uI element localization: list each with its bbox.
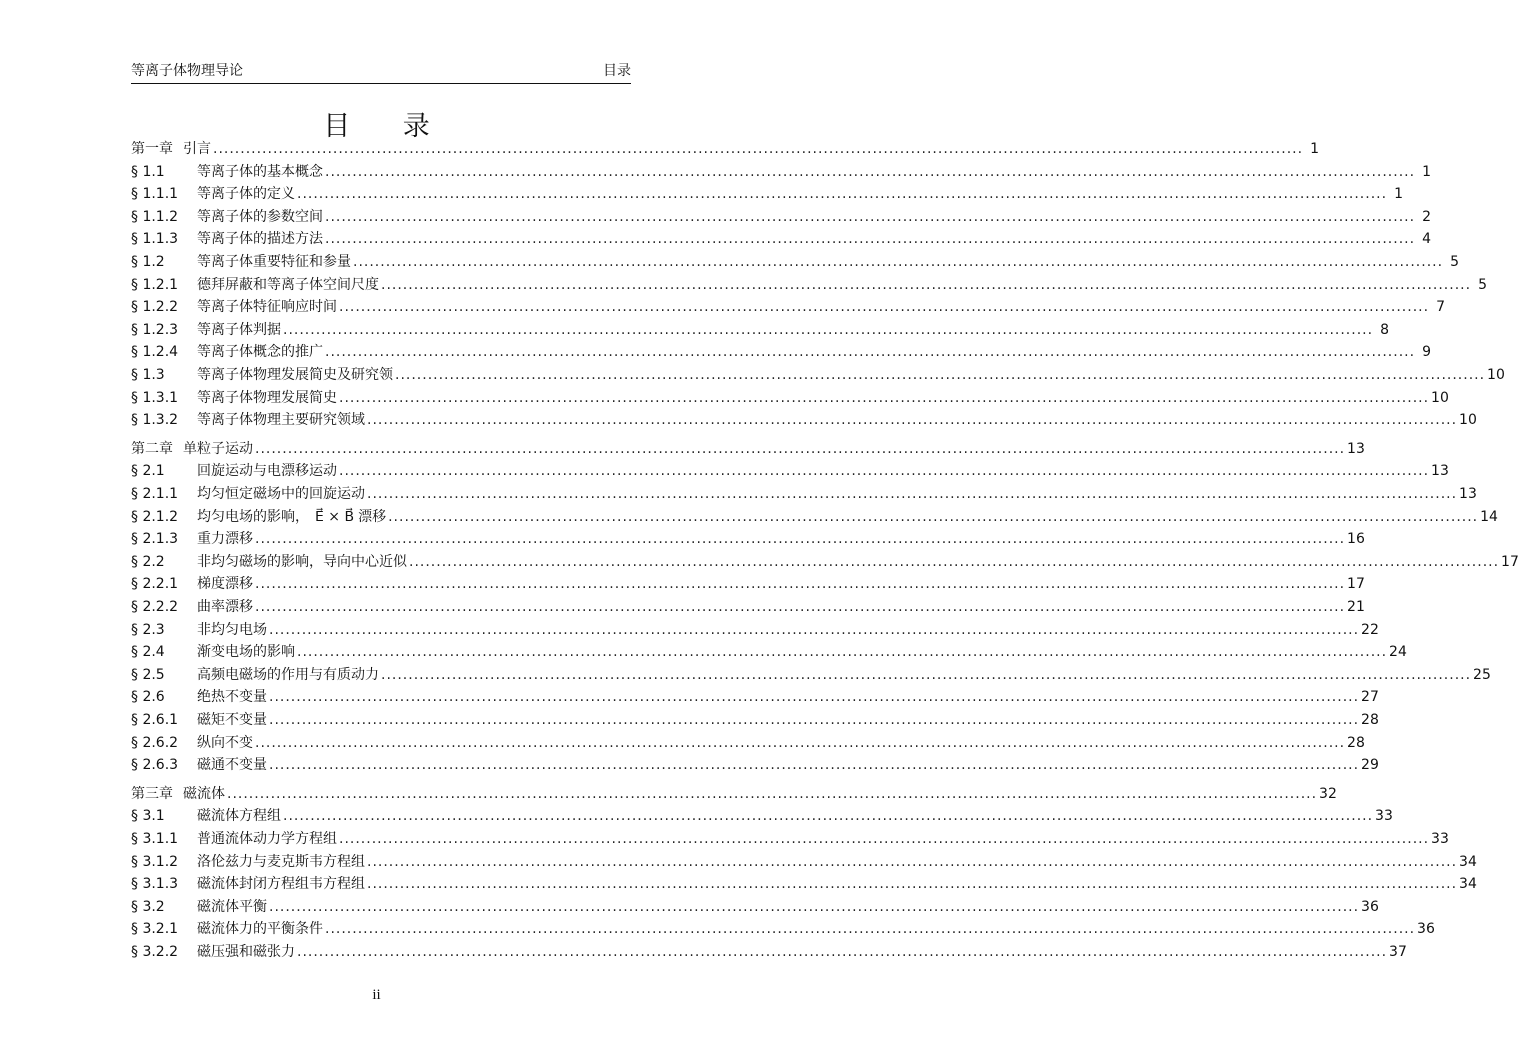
toc-row[interactable]	[131, 251, 1460, 273]
toc-entry-title: 均匀电场的影响，	[197, 508, 309, 525]
toc-page-number: 1	[1310, 141, 1320, 157]
toc-page-number: 4	[1422, 231, 1432, 248]
toc-section-number: § 2.1.2	[131, 508, 179, 525]
toc-page-number: 7	[1436, 299, 1446, 316]
toc-leader-dots: ........................................................................................................................................................................................................	[297, 186, 1388, 203]
toc-entry-title: 磁流体	[183, 785, 225, 802]
toc-entry-title: 重力漂移	[197, 531, 253, 548]
toc-page-number: 33	[1375, 808, 1393, 825]
toc-entry-title: 磁通不变量	[197, 757, 267, 774]
toc-section-number: § 3.1.3	[131, 876, 179, 893]
toc-leader-dots: ........................................................................................................................................................................................................	[325, 344, 1416, 361]
toc-row[interactable]	[131, 686, 1379, 708]
toc-entry	[197, 387, 1449, 409]
toc-entry-formula: E⃗ × B⃗	[315, 508, 355, 525]
toc-section-number: § 1.1	[131, 163, 165, 180]
toc-entry	[197, 161, 1432, 183]
toc-leader-dots: ........................................................................................................................................................................................................	[353, 254, 1444, 270]
toc-entry-title: 德拜屏蔽和等离子体空间尺度	[197, 276, 379, 293]
toc-section-number: § 3.2.1	[131, 921, 179, 938]
toc-row[interactable]	[131, 873, 1477, 895]
toc-section-number: § 1.3.2	[131, 412, 179, 429]
toc-leader-dots: ........................................................................................................................................................................................................	[269, 757, 1360, 774]
toc-row[interactable]	[131, 851, 1477, 873]
toc-row[interactable]	[131, 896, 1379, 918]
toc-chapter-number: 第三章	[131, 785, 173, 802]
toc-row[interactable]	[131, 805, 1393, 827]
toc-row[interactable]	[131, 506, 1498, 528]
toc-leader-dots: ........................................................................................................................................................................................................	[269, 621, 1360, 638]
toc-entry-title: 引言	[183, 141, 211, 157]
toc-entry	[197, 828, 1449, 850]
toc-entry-title: 等离子体物理主要研究领域	[197, 412, 365, 429]
toc-page-number: 27	[1361, 689, 1379, 706]
toc-row[interactable]	[131, 409, 1477, 431]
header-section: 目录	[603, 63, 631, 79]
toc-entry-title: 单粒子运动	[183, 440, 253, 457]
toc-leader-dots: ........................................................................................................................................................................................................	[367, 853, 1458, 870]
page-title: 目 录	[323, 111, 452, 142]
toc-page-number: 5	[1450, 254, 1460, 270]
toc-section-number: § 1.2.4	[131, 344, 179, 361]
toc-page-number: 17	[1347, 576, 1365, 593]
toc-section-number: § 2.2	[131, 553, 165, 570]
toc-leader-dots: ........................................................................................................................................................................................................	[255, 734, 1346, 751]
toc-chapter-row[interactable]	[131, 783, 1337, 805]
toc-row[interactable]	[131, 483, 1477, 505]
toc-entry	[197, 483, 1477, 505]
toc-row[interactable]	[131, 296, 1446, 318]
toc-leader-dots: ........................................................................................................................................................................................................	[255, 599, 1346, 615]
toc-section-number: § 2.1	[131, 463, 165, 480]
toc-row[interactable]	[131, 918, 1435, 940]
toc-entry	[197, 896, 1379, 918]
toc-leader-dots: ........................................................................................................................................................................................................	[269, 712, 1360, 728]
toc-entry-title: 等离子体特征响应时间	[197, 299, 337, 316]
toc-section-number: § 2.6.3	[131, 757, 179, 774]
toc-leader-dots: ........................................................................................................................................................................................................	[269, 689, 1360, 706]
toc-section-number: § 2.2.2	[131, 599, 179, 615]
toc-leader-dots: ........................................................................................................................................................................................................	[381, 276, 1472, 293]
toc-row[interactable]	[131, 754, 1379, 776]
toc-entry	[197, 619, 1379, 641]
toc-section-number: § 1.2.2	[131, 299, 179, 316]
toc-leader-dots: ........................................................................................................................................................................................................	[255, 576, 1346, 593]
toc-entry-title: 磁流体力的平衡条件	[197, 921, 323, 938]
page-number: ii	[372, 987, 381, 1003]
toc-leader-dots: ........................................................................................................................................................................................................	[339, 831, 1430, 847]
toc-page-number: 33	[1431, 831, 1449, 847]
toc-page-number: 16	[1347, 531, 1365, 548]
toc-entry	[197, 551, 1519, 573]
toc-page-number: 1	[1394, 186, 1404, 203]
toc-section-number: § 2.3	[131, 621, 165, 638]
toc-row[interactable]	[131, 828, 1449, 850]
toc-section-number: § 3.1.1	[131, 831, 179, 847]
toc-row[interactable]	[131, 274, 1488, 296]
toc-entry	[131, 438, 1365, 460]
toc-section-number: § 2.1.1	[131, 486, 179, 502]
toc-entry-title: 等离子体判据	[197, 321, 281, 338]
toc-section-number: § 3.2.2	[131, 944, 179, 960]
toc-entry	[197, 228, 1432, 250]
toc-leader-dots: ........................................................................................................................................................................................................	[367, 486, 1458, 502]
toc-entry	[197, 341, 1432, 363]
toc-entry-title: 非均匀磁场的影响，导向中心近似	[197, 553, 407, 570]
toc-leader-dots: ........................................................................................................................................................................................................	[269, 898, 1360, 915]
toc-entry	[197, 851, 1477, 873]
toc-row[interactable]	[131, 364, 1505, 386]
toc-row[interactable]	[131, 161, 1432, 183]
toc-section-number: § 2.6	[131, 689, 165, 706]
toc-entry	[197, 319, 1390, 341]
toc-page-number: 29	[1361, 757, 1379, 774]
toc-leader-dots: ........................................................................................................................................................................................................	[227, 785, 1318, 802]
toc-entry-title: 等离子体的参数空间	[197, 208, 323, 225]
toc-leader-dots: ........................................................................................................................................................................................................	[339, 299, 1430, 316]
toc-chapter-number: 第一章	[131, 141, 173, 157]
toc-section-number: § 1.1.3	[131, 231, 179, 248]
toc-entry-title: 洛伦兹力与麦克斯韦方程组	[197, 853, 365, 870]
toc-entry	[197, 918, 1435, 940]
toc-entry	[197, 664, 1491, 686]
toc-section-number: § 1.1.1	[131, 186, 179, 203]
toc-entry-title: 等离子体物理发展简史	[197, 389, 337, 406]
toc-entry	[197, 686, 1379, 708]
toc-page-number: 24	[1389, 644, 1407, 661]
toc-entry	[197, 709, 1379, 731]
toc-section-number: § 1.3	[131, 367, 165, 383]
toc-entry	[197, 528, 1365, 550]
toc-section-number: § 2.6.1	[131, 712, 179, 728]
toc-row[interactable]	[131, 183, 1404, 205]
toc-row[interactable]	[131, 528, 1365, 550]
toc-entry-title: 等离子体概念的推广	[197, 344, 323, 361]
toc-page-number: 32	[1319, 785, 1337, 802]
toc-entry	[197, 941, 1407, 963]
toc-entry	[197, 805, 1393, 827]
toc-page-number: 8	[1380, 321, 1390, 338]
toc-section-number: § 1.2	[131, 254, 165, 270]
toc-page-number: 13	[1431, 463, 1449, 480]
toc-row[interactable]	[131, 596, 1365, 618]
toc-page-number: 9	[1422, 344, 1432, 361]
toc-page-number: 36	[1417, 921, 1435, 938]
toc-leader-dots: ........................................................................................................................................................................................................	[325, 163, 1416, 180]
toc-row[interactable]	[131, 619, 1379, 641]
toc-leader-dots: ........................................................................................................................................................................................................	[325, 921, 1416, 938]
toc-leader-dots: ........................................................................................................................................................................................................	[367, 876, 1458, 893]
toc-entry	[197, 364, 1505, 386]
book-title: 等离子体物理导论	[131, 63, 243, 79]
toc-page-number: 13	[1347, 440, 1365, 457]
toc-leader-dots: ........................................................................................................................................................................................................	[381, 666, 1472, 683]
toc-entry-title: 磁矩不变量	[197, 712, 267, 728]
toc-section-number: § 2.5	[131, 666, 165, 683]
toc-entry	[131, 138, 1320, 160]
toc-entry-title: 绝热不变量	[197, 689, 267, 706]
toc-page-number: 10	[1487, 367, 1505, 383]
toc-row[interactable]	[131, 341, 1432, 363]
toc-section-number: § 2.4	[131, 644, 165, 661]
toc-entry	[197, 251, 1460, 273]
toc-entry-title-suffix: 漂移	[358, 508, 387, 525]
toc-section-number: § 2.2.1	[131, 576, 179, 593]
toc-row[interactable]	[131, 319, 1390, 341]
toc-entry	[197, 732, 1365, 754]
toc-entry	[197, 460, 1449, 482]
toc-entry	[197, 409, 1477, 431]
toc-chapter-number: 第二章	[131, 440, 173, 457]
toc-section-number: § 1.3.1	[131, 389, 179, 406]
toc-page-number: 1	[1422, 163, 1432, 180]
toc-page-number: 10	[1459, 412, 1477, 429]
toc-row[interactable]	[131, 641, 1407, 663]
toc-entry	[197, 873, 1477, 895]
toc-section-number: § 3.1.2	[131, 853, 179, 870]
toc-entry	[197, 206, 1432, 228]
toc-page-number: 34	[1459, 853, 1477, 870]
toc-entry-title: 普通流体动力学方程组	[197, 831, 337, 847]
toc-entry-title: 等离子体物理发展简史及研究领	[197, 367, 393, 383]
toc-entry-title: 等离子体的描述方法	[197, 231, 323, 248]
toc-entry-title: 渐变电场的影响	[197, 644, 295, 661]
toc-entry-title: 磁流体封闭方程组韦方程组	[197, 876, 365, 893]
toc-entry	[197, 296, 1446, 318]
toc-entry	[197, 573, 1365, 595]
toc-entry-title: 等离子体重要特征和参量	[197, 254, 351, 270]
toc-row[interactable]	[131, 206, 1432, 228]
toc-entry-title: 磁流体平衡	[197, 898, 267, 915]
toc-row[interactable]	[131, 387, 1449, 409]
toc-entry-title: 均匀恒定磁场中的回旋运动	[197, 486, 365, 502]
toc-section-number: § 3.2	[131, 898, 165, 915]
toc-section-number: § 2.6.2	[131, 734, 179, 751]
toc-leader-dots: ........................................................................................................................................................................................................	[409, 553, 1500, 570]
running-header	[131, 61, 631, 84]
toc-row[interactable]	[131, 941, 1407, 963]
toc-entry	[197, 596, 1365, 618]
toc-leader-dots: ........................................................................................................................................................................................................	[255, 440, 1346, 457]
toc-section-number: § 2.1.3	[131, 531, 179, 548]
toc-page-number: 17	[1501, 553, 1519, 570]
toc-row[interactable]	[131, 732, 1365, 754]
toc-row[interactable]	[131, 460, 1449, 482]
toc-entry-title: 高频电磁场的作用与有质动力	[197, 666, 379, 683]
toc-entry-title: 回旋运动与电漂移运动	[197, 463, 337, 480]
toc-leader-dots: ........................................................................................................................................................................................................	[297, 644, 1388, 661]
toc-page-number: 14	[1480, 508, 1498, 525]
toc-entry	[197, 754, 1379, 776]
toc-page-number: 37	[1389, 944, 1407, 960]
toc-page-number: 21	[1347, 599, 1365, 615]
toc-section-number: § 3.1	[131, 808, 165, 825]
toc-page-number: 13	[1459, 486, 1477, 502]
toc-page-number: 36	[1361, 898, 1379, 915]
toc-leader-dots: ........................................................................................................................................................................................................	[283, 321, 1374, 338]
toc-page-number: 34	[1459, 876, 1477, 893]
toc-leader-dots: ........................................................................................................................................................................................................	[325, 208, 1416, 225]
toc-leader-dots: ........................................................................................................................................................................................................	[325, 231, 1416, 248]
toc-row[interactable]	[131, 551, 1519, 573]
toc-chapter-row[interactable]	[131, 138, 1320, 160]
toc-entry-title: 非均匀电场	[197, 621, 267, 638]
toc-entry	[197, 641, 1407, 663]
toc-entry-title: 曲率漂移	[197, 599, 253, 615]
toc-row[interactable]	[131, 664, 1491, 686]
toc-entry-title: 纵向不变	[197, 734, 253, 751]
toc-entry	[131, 783, 1337, 805]
toc-leader-dots: ........................................................................................................................................................................................................	[339, 389, 1430, 406]
toc-leader-dots: ........................................................................................................................................................................................................	[339, 463, 1430, 480]
toc-leader-dots: ........................................................................................................................................................................................................	[297, 944, 1388, 960]
toc-leader-dots: ........................................................................................................................................................................................................	[283, 808, 1374, 825]
toc-entry	[197, 183, 1404, 205]
toc-page-number: 28	[1361, 712, 1379, 728]
toc-entry-title: 等离子体的定义	[197, 186, 295, 203]
toc-section-number: § 1.2.3	[131, 321, 179, 338]
toc-chapter-row[interactable]	[131, 438, 1365, 460]
toc-entry-title: 磁压强和磁张力	[197, 944, 295, 960]
toc-entry-title: 磁流体方程组	[197, 808, 281, 825]
toc-page-number: 28	[1347, 734, 1365, 751]
toc-section-number: § 1.2.1	[131, 276, 179, 293]
toc-row[interactable]	[131, 573, 1365, 595]
toc-entry-title: 等离子体的基本概念	[197, 163, 323, 180]
toc-page-number: 22	[1361, 621, 1379, 638]
toc-row[interactable]	[131, 228, 1432, 250]
toc-leader-dots: ........................................................................................................................................................................................................	[213, 141, 1304, 157]
toc-page-number: 10	[1431, 389, 1449, 406]
toc-entry	[197, 506, 1498, 528]
toc-leader-dots: ........................................................................................................................................................................................................	[255, 531, 1346, 548]
toc-section-number: § 1.1.2	[131, 208, 179, 225]
toc-page-number: 5	[1478, 276, 1488, 293]
toc-entry-title: 梯度漂移	[197, 576, 253, 593]
toc-leader-dots: ........................................................................................................................................................................................................	[388, 508, 1479, 525]
toc-leader-dots: ........................................................................................................................................................................................................	[395, 367, 1486, 383]
toc-page-number: 25	[1473, 666, 1491, 683]
toc-page-number: 2	[1422, 208, 1432, 225]
toc-entry	[197, 274, 1488, 296]
toc-leader-dots: ........................................................................................................................................................................................................	[367, 412, 1458, 429]
toc-row[interactable]	[131, 709, 1379, 731]
